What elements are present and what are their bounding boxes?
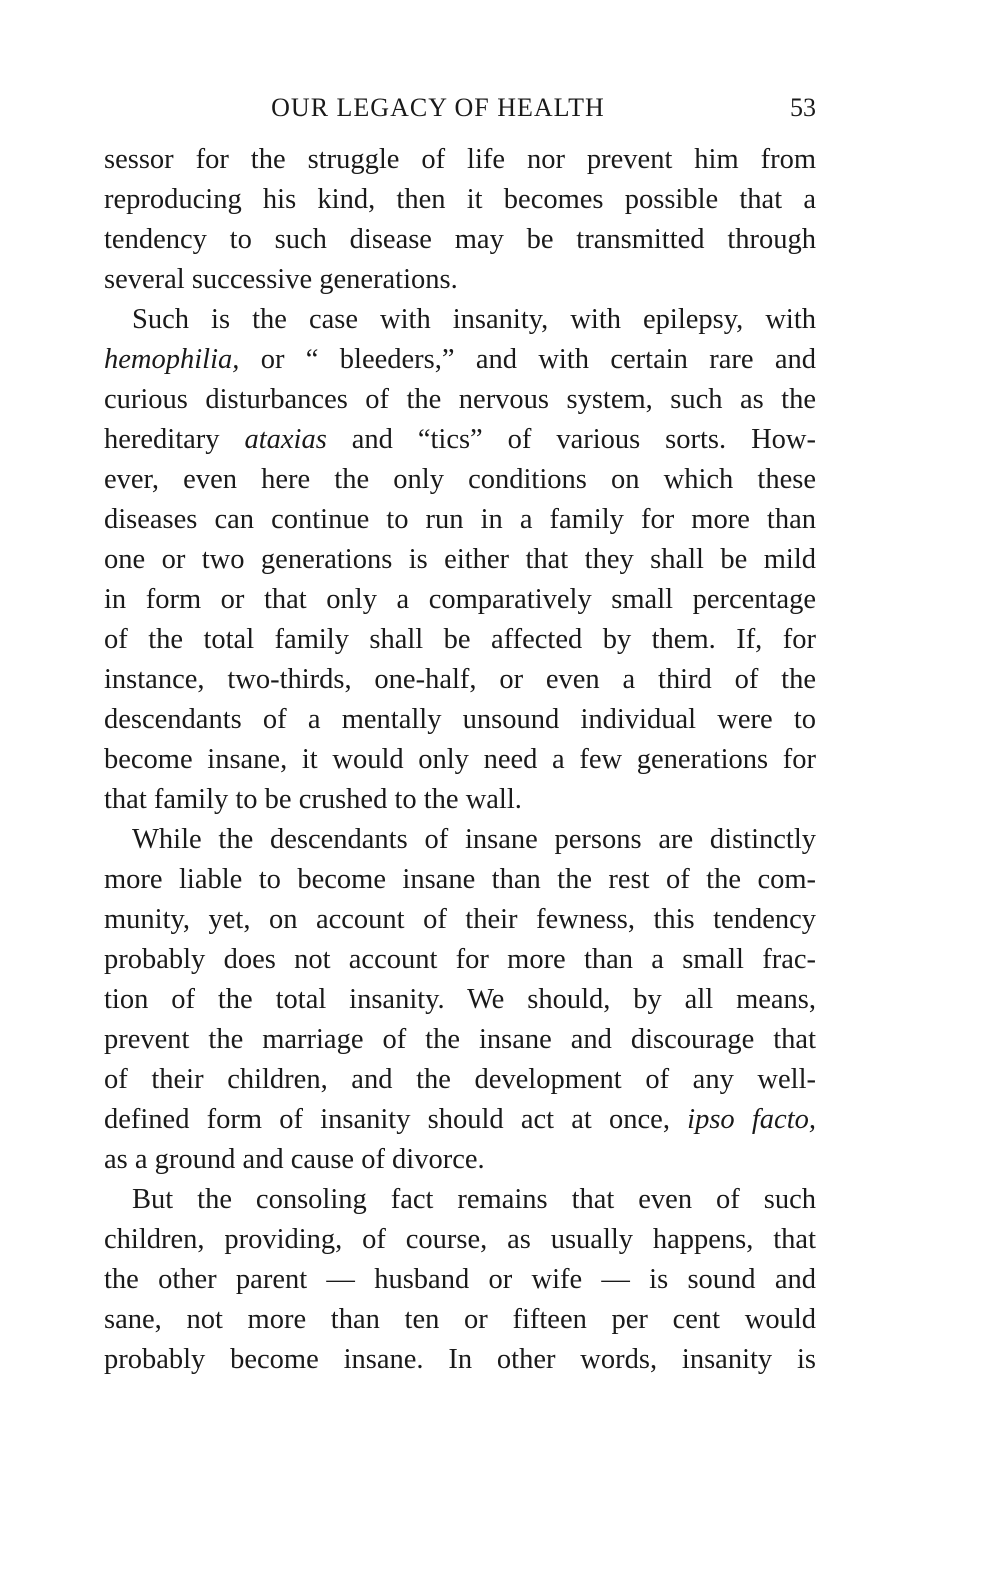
italic-text: ipso facto, (687, 1104, 816, 1135)
running-head (104, 88, 816, 128)
body-text (104, 140, 816, 1380)
text-line: probably become insane. In other words, insanity is (104, 1344, 816, 1375)
text-line (104, 420, 816, 460)
text-line: of their children, and the development of any well- (104, 1064, 816, 1095)
italic-text: hemophilia, (104, 344, 240, 375)
text-run: defined form of insanity should act at once, (104, 1104, 688, 1135)
text-line: While the descendants of insane persons are distinctly (132, 824, 816, 855)
text-run: or “ bleeders,” and with certain rare and (239, 344, 816, 375)
text-line: But the consoling fact remains that even of such (132, 1184, 816, 1215)
text-line: prevent the marriage of the insane and discourage that (104, 1024, 816, 1055)
text-line: probably does not account for more than a small frac- (104, 944, 816, 975)
text-line: munity, yet, on account of their fewness, this tendency (104, 904, 816, 935)
italic-text: ataxias (244, 424, 327, 455)
paragraph (104, 820, 816, 1180)
text-line: as a ground and cause of divorce. (104, 1144, 485, 1175)
text-line: more liable to become insane than the rest of the com- (104, 864, 816, 895)
text-line: several successive generations. (104, 264, 458, 295)
text-line: in form or that only a comparatively small percentage (104, 584, 816, 615)
text-line: the other parent — husband or wife — is sound and (104, 1264, 816, 1295)
running-title: OUR LEGACY OF HEALTH (271, 93, 605, 122)
text-line: ever, even here the only conditions on which these (104, 464, 816, 495)
text-line: that family to be crushed to the wall. (104, 784, 522, 815)
text-line: tendency to such disease may be transmitted through (104, 224, 816, 255)
text-line: descendants of a mentally unsound individual were to (104, 704, 816, 735)
paragraph (104, 1180, 816, 1380)
text-run: and “tics” of various sorts. How- (326, 424, 816, 455)
text-line: tion of the total insanity. We should, by all means, (104, 984, 816, 1015)
text-line: become insane, it would only need a few generations for (104, 744, 816, 775)
text-line: diseases can continue to run in a family for more than (104, 504, 816, 535)
text-line: Such is the case with insanity, with epilepsy, with (132, 304, 816, 335)
paragraph (104, 140, 816, 300)
text-line: instance, two-thirds, one-half, or even a third of the (104, 664, 816, 695)
text-line (104, 340, 816, 380)
text-line: one or two generations is either that they shall be mild (104, 544, 816, 575)
page-number: 53 (790, 93, 816, 122)
text-line: sessor for the struggle of life nor prevent him from (104, 144, 816, 175)
text-line (104, 1100, 816, 1140)
text-line: reproducing his kind, then it becomes possible that a (104, 184, 816, 215)
text-line: curious disturbances of the nervous system, such as the (104, 384, 816, 415)
text-line: sane, not more than ten or fifteen per cent would (104, 1304, 816, 1335)
paragraph (104, 300, 816, 820)
text-line: children, providing, of course, as usually happens, that (104, 1224, 816, 1255)
text-run: hereditary (104, 424, 245, 455)
text-line: of the total family shall be affected by them. If, for (104, 624, 816, 655)
